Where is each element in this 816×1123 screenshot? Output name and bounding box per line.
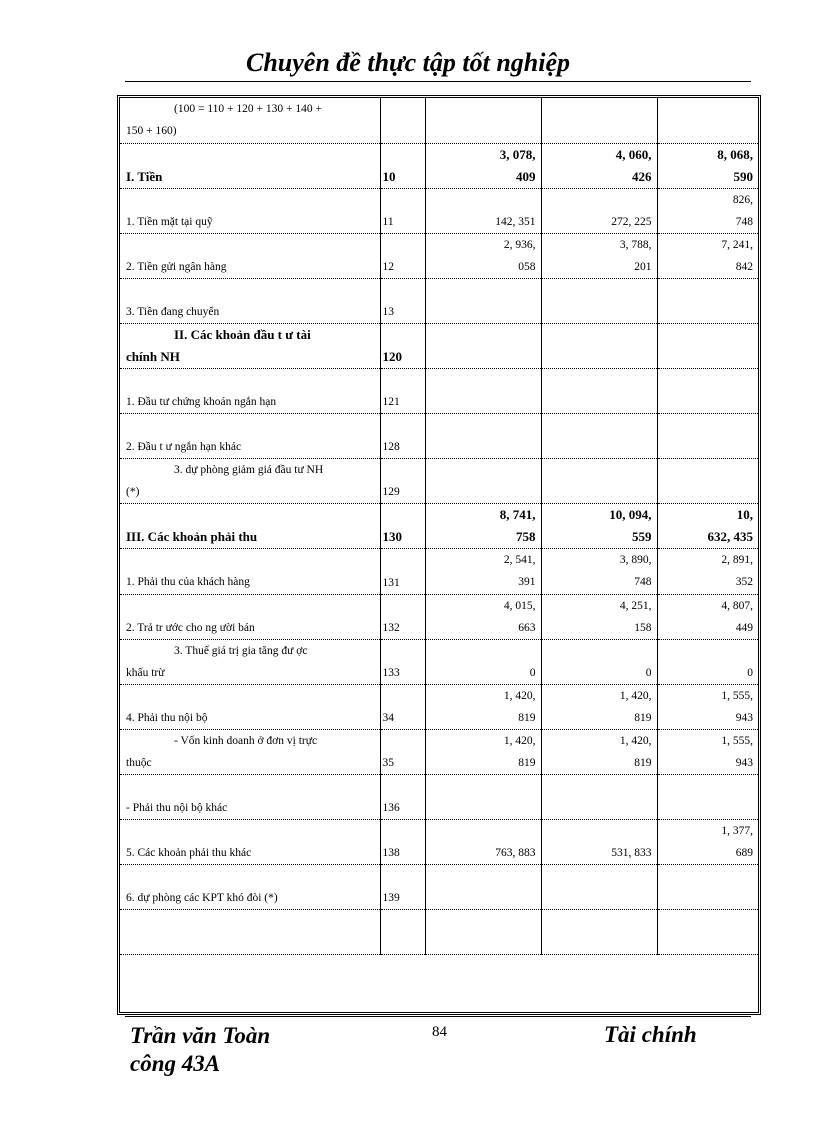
value-line-1 [544, 414, 652, 436]
author-class: công 43A [130, 1051, 221, 1076]
value-line-2 [544, 436, 652, 458]
author-name: Trần văn Toàn [130, 1023, 271, 1048]
row-value-v1 [425, 369, 541, 414]
row-value-v2 [541, 459, 657, 504]
value-line-1 [428, 459, 536, 481]
value-line-2: 058 [518, 260, 536, 273]
table-row [120, 820, 758, 865]
row-code [380, 910, 425, 955]
row-value-v2 [541, 369, 657, 414]
table-row [120, 549, 758, 594]
row-label-line-2: thuộc [126, 756, 152, 769]
value-line-1 [660, 279, 754, 301]
row-label-line-2: (*) [126, 486, 140, 499]
value-line-2: 689 [735, 847, 753, 859]
value-line-2 [660, 301, 754, 323]
value-line-2 [428, 346, 536, 368]
row-label-line-2: 2. Đầu t ư ngắn hạn khác [126, 441, 242, 454]
value-line-2 [428, 481, 536, 503]
row-label-line-1 [126, 549, 378, 571]
value-line-2 [428, 436, 536, 458]
value-line-2 [660, 797, 754, 819]
row-value-v3 [657, 278, 758, 323]
value-line-1: 1, 420, [619, 734, 652, 747]
value-line-2 [660, 887, 754, 909]
value-line-1: 2, 541, [503, 554, 536, 567]
value-line-1 [428, 189, 536, 211]
value-line-1 [544, 189, 652, 211]
value-line-2 [428, 932, 536, 954]
row-code: 129 [380, 459, 425, 504]
value-line-2: 758 [516, 529, 536, 545]
value-line-1 [428, 640, 536, 662]
row-value-v1 [425, 98, 541, 143]
row-code: 136 [380, 774, 425, 819]
row-label-line-1: (100 = 110 + 120 + 130 + 140 + [174, 103, 322, 115]
row-label [120, 414, 380, 459]
row-value-v2 [541, 278, 657, 323]
row-value-v3 [657, 504, 758, 549]
table-row [120, 684, 758, 729]
row-label-line-2: 3. Tiền đang chuyển [126, 305, 220, 318]
row-value-v1 [425, 684, 541, 729]
footer-divider [125, 1016, 751, 1017]
value-line-2: 663 [518, 621, 536, 634]
value-line-2: 943 [735, 756, 753, 769]
value-line-1: 2, 936, [503, 238, 536, 251]
row-value-v3 [657, 639, 758, 684]
value-line-2: 819 [634, 711, 652, 724]
value-line-2 [544, 932, 652, 954]
value-line-1 [544, 640, 652, 662]
value-line-1 [428, 775, 536, 797]
row-value-v2 [541, 323, 657, 368]
value-line-2: 0 [529, 666, 536, 679]
value-line-1 [544, 865, 652, 887]
row-label-line-1 [126, 414, 378, 436]
row-value-v1 [425, 820, 541, 865]
table-row [120, 459, 758, 504]
row-value-v2 [541, 684, 657, 729]
value-line-2: 449 [735, 621, 753, 634]
row-label [120, 549, 380, 594]
value-line-1: 8, 741, [499, 507, 536, 523]
row-value-v1 [425, 504, 541, 549]
row-value-v3 [657, 684, 758, 729]
value-line-2 [660, 120, 754, 142]
row-label [120, 684, 380, 729]
row-value-v2 [541, 188, 657, 233]
page-header-title: Chuyên đề thực tập tốt nghiệp [246, 48, 570, 77]
row-value-v1 [425, 549, 541, 594]
table-row [120, 639, 758, 684]
row-code: 34 [380, 684, 425, 729]
value-line-2 [660, 481, 754, 503]
row-label-line-1 [126, 685, 378, 707]
row-value-v2 [541, 774, 657, 819]
value-line-2 [544, 797, 652, 819]
row-value-v2 [541, 98, 657, 143]
value-line-2: 819 [634, 756, 652, 769]
row-label-line-1 [126, 775, 378, 797]
table-row [120, 865, 758, 910]
row-code: 131 [380, 549, 425, 594]
row-value-v2 [541, 504, 657, 549]
value-line-1: 4, 807, [721, 599, 753, 612]
row-value-v1 [425, 865, 541, 910]
value-line-1 [544, 775, 652, 797]
row-value-v2 [541, 910, 657, 955]
row-label [120, 143, 380, 188]
row-label [120, 729, 380, 774]
row-value-v3 [657, 323, 758, 368]
value-line-1 [544, 369, 652, 391]
row-value-v3 [657, 459, 758, 504]
value-line-1 [660, 775, 754, 797]
value-line-1: 1, 377, [721, 825, 753, 837]
row-label-line-2: khấu trừ [126, 666, 165, 679]
value-line-2: 201 [634, 260, 652, 273]
row-value-v1 [425, 278, 541, 323]
value-line-1: 7, 241, [721, 238, 753, 251]
value-line-2: 748 [735, 215, 753, 228]
row-label-line-1: - Vốn kinh doanh ở đơn vị trực [174, 734, 318, 747]
value-line-2: 158 [634, 621, 652, 634]
value-line-2: 0 [747, 666, 753, 679]
row-code [380, 98, 425, 143]
value-line-2: 559 [632, 529, 652, 545]
value-line-2 [544, 346, 652, 368]
value-line-2 [660, 932, 754, 954]
row-label [120, 820, 380, 865]
row-label-line-1 [126, 820, 378, 842]
row-value-v3 [657, 774, 758, 819]
value-line-1: 3, 788, [619, 238, 652, 251]
value-line-1 [544, 279, 652, 301]
table-row [120, 143, 758, 188]
row-label [120, 369, 380, 414]
row-label-line-1 [126, 504, 378, 526]
value-line-2: 409 [516, 168, 536, 184]
row-value-v2 [541, 143, 657, 188]
value-line-1: 1, 555, [721, 734, 753, 747]
row-value-v3 [657, 143, 758, 188]
table-row [120, 369, 758, 414]
value-line-1 [428, 910, 536, 932]
row-label-line-2: 6. dự phòng các KPT khó đòi (*) [126, 892, 278, 905]
row-label [120, 98, 380, 143]
row-label-line-2: 4. Phải thu nội bộ [126, 711, 208, 724]
row-code: 35 [380, 729, 425, 774]
row-label [120, 188, 380, 233]
value-line-1 [428, 820, 536, 842]
row-label [120, 774, 380, 819]
value-line-1: 10, [736, 507, 753, 523]
row-value-v3 [657, 233, 758, 278]
row-code: 130 [380, 504, 425, 549]
row-code: 120 [380, 323, 425, 368]
table-row [120, 910, 758, 955]
value-line-1 [660, 459, 754, 481]
row-label-line-1 [126, 234, 378, 256]
row-label-line-1: 3. dự phòng giảm giá đầu tư NH [174, 464, 324, 477]
value-line-1 [428, 414, 536, 436]
value-line-1 [428, 279, 536, 301]
row-code: 121 [380, 369, 425, 414]
row-value-v3 [657, 414, 758, 459]
value-line-1: 8, 068, [717, 146, 753, 162]
value-line-2: 142, 351 [495, 215, 536, 228]
row-value-v1 [425, 639, 541, 684]
row-value-v3 [657, 369, 758, 414]
row-label-line-2: 1. Phải thu của khách hàng [126, 576, 250, 589]
header-divider [125, 81, 751, 82]
value-line-2 [660, 346, 754, 368]
row-label [120, 233, 380, 278]
value-line-2 [544, 391, 652, 413]
row-label-line-2: III. Các khoản phải thu [126, 529, 258, 545]
row-value-v1 [425, 233, 541, 278]
table-row [120, 414, 758, 459]
value-line-2 [428, 887, 536, 909]
value-line-2 [660, 391, 754, 413]
value-line-1 [660, 369, 754, 391]
row-value-v3 [657, 98, 758, 143]
value-line-2 [428, 120, 536, 142]
row-code: 12 [380, 233, 425, 278]
value-line-1: 4, 251, [619, 599, 652, 612]
row-value-v2 [541, 594, 657, 639]
value-line-1 [544, 98, 652, 120]
row-label [120, 594, 380, 639]
row-label-line-2: 150 + 160) [126, 125, 177, 137]
value-line-2 [544, 481, 652, 503]
table-row [120, 98, 758, 143]
value-line-1 [428, 324, 536, 346]
row-value-v2 [541, 549, 657, 594]
value-line-2 [428, 301, 536, 323]
value-line-2 [660, 436, 754, 458]
value-line-2: 842 [735, 260, 753, 273]
value-line-2: 590 [733, 168, 753, 184]
row-label-line-1 [126, 865, 378, 887]
row-label-line-2: 2. Tiền gửi ngân hàng [126, 260, 227, 273]
value-line-2: 272, 225 [611, 215, 652, 228]
row-value-v2 [541, 820, 657, 865]
table-row [120, 504, 758, 549]
row-label-line-1 [126, 144, 378, 166]
row-code: 128 [380, 414, 425, 459]
value-line-1: 2, 891, [721, 554, 753, 567]
value-line-1 [428, 865, 536, 887]
footer-department: Tài chính [604, 1022, 697, 1047]
row-label-line-2: 1. Đầu tư chứng khoán ngắn hạn [126, 396, 277, 409]
value-line-1: 4, 015, [503, 599, 536, 612]
row-value-v1 [425, 774, 541, 819]
row-value-v2 [541, 639, 657, 684]
row-value-v2 [541, 414, 657, 459]
row-code: 139 [380, 865, 425, 910]
value-line-1 [660, 98, 754, 120]
row-label [120, 459, 380, 504]
row-value-v1 [425, 729, 541, 774]
value-line-2 [428, 797, 536, 819]
row-label-line-2: I. Tiền [126, 168, 163, 184]
row-code: 10 [380, 143, 425, 188]
row-value-v2 [541, 233, 657, 278]
value-line-1: 1, 555, [721, 689, 753, 702]
row-label-line-2: 5. Các khoản phải thu khác [126, 847, 252, 859]
value-line-2: 748 [634, 576, 652, 589]
row-label-line-1 [126, 279, 378, 301]
row-value-v1 [425, 323, 541, 368]
row-code: 133 [380, 639, 425, 684]
row-value-v1 [425, 594, 541, 639]
value-line-1 [428, 98, 536, 120]
row-value-v3 [657, 820, 758, 865]
value-line-1: 826, [732, 193, 753, 206]
row-value-v3 [657, 594, 758, 639]
value-line-2: 819 [518, 711, 536, 724]
value-line-2: 0 [645, 666, 652, 679]
value-line-2 [428, 391, 536, 413]
row-value-v1 [425, 459, 541, 504]
value-line-1 [544, 459, 652, 481]
value-line-1 [660, 414, 754, 436]
table-row [120, 594, 758, 639]
row-code: 138 [380, 820, 425, 865]
value-line-1: 4, 060, [615, 146, 652, 162]
row-label [120, 504, 380, 549]
value-line-2: 352 [735, 576, 753, 589]
row-label [120, 639, 380, 684]
table-row [120, 278, 758, 323]
value-line-1: 3, 078, [499, 146, 536, 162]
balance-sheet-table [117, 95, 761, 1015]
value-line-1 [660, 865, 754, 887]
value-line-1 [544, 820, 652, 842]
row-label-line-2: - Phải thu nội bộ khác [126, 801, 228, 814]
value-line-2: 819 [518, 756, 536, 769]
table-body [120, 98, 758, 955]
table-row [120, 233, 758, 278]
row-label [120, 910, 380, 955]
row-label [120, 323, 380, 368]
value-line-2: 763, 883 [495, 847, 536, 859]
row-value-v1 [425, 414, 541, 459]
value-line-1: 1, 420, [619, 689, 652, 702]
row-code: 11 [380, 188, 425, 233]
row-value-v3 [657, 865, 758, 910]
row-code: 132 [380, 594, 425, 639]
row-label-line-1 [126, 595, 378, 617]
row-value-v1 [425, 188, 541, 233]
row-value-v3 [657, 910, 758, 955]
row-value-v2 [541, 865, 657, 910]
value-line-2: 426 [632, 168, 652, 184]
row-label-line-2: chính NH [126, 348, 180, 364]
table-row [120, 774, 758, 819]
row-label [120, 865, 380, 910]
value-line-2 [544, 120, 652, 142]
row-label-line-1: II. Các khoản đầu t ư tài [174, 326, 311, 342]
value-line-1: 1, 420, [503, 734, 536, 747]
row-code: 13 [380, 278, 425, 323]
row-value-v3 [657, 188, 758, 233]
footer-author [130, 1022, 270, 1078]
row-label-line-2: 2. Trả tr ước cho ng ười bán [126, 621, 255, 634]
row-label [120, 278, 380, 323]
value-line-2: 943 [735, 711, 753, 724]
row-label-line-2: 1. Tiền mặt tại quỹ [126, 215, 213, 228]
value-line-2: 531, 833 [611, 847, 652, 859]
value-line-2: 632, 435 [707, 529, 753, 545]
row-value-v1 [425, 910, 541, 955]
value-line-1 [544, 324, 652, 346]
value-line-1: 1, 420, [503, 689, 536, 702]
value-line-2 [544, 301, 652, 323]
value-line-1 [660, 324, 754, 346]
row-label-line-2 [126, 932, 378, 954]
value-line-1 [660, 640, 754, 662]
value-line-1 [660, 910, 754, 932]
table-row [120, 323, 758, 368]
value-line-2: 391 [518, 576, 536, 589]
table-row [120, 729, 758, 774]
table-row [120, 188, 758, 233]
value-line-1 [544, 910, 652, 932]
row-value-v3 [657, 729, 758, 774]
page-number: 84 [432, 1024, 447, 1040]
row-label-line-1: 3. Thuế giá trị gia tăng đư ợc [174, 644, 308, 657]
row-label-line-1 [126, 910, 378, 932]
row-label-line-1 [126, 369, 378, 391]
row-value-v3 [657, 549, 758, 594]
value-line-1: 10, 094, [609, 507, 652, 523]
row-label-line-1 [126, 189, 378, 211]
value-line-1 [428, 369, 536, 391]
row-value-v1 [425, 143, 541, 188]
value-line-1: 3, 890, [619, 554, 652, 567]
value-line-2 [544, 887, 652, 909]
row-value-v2 [541, 729, 657, 774]
